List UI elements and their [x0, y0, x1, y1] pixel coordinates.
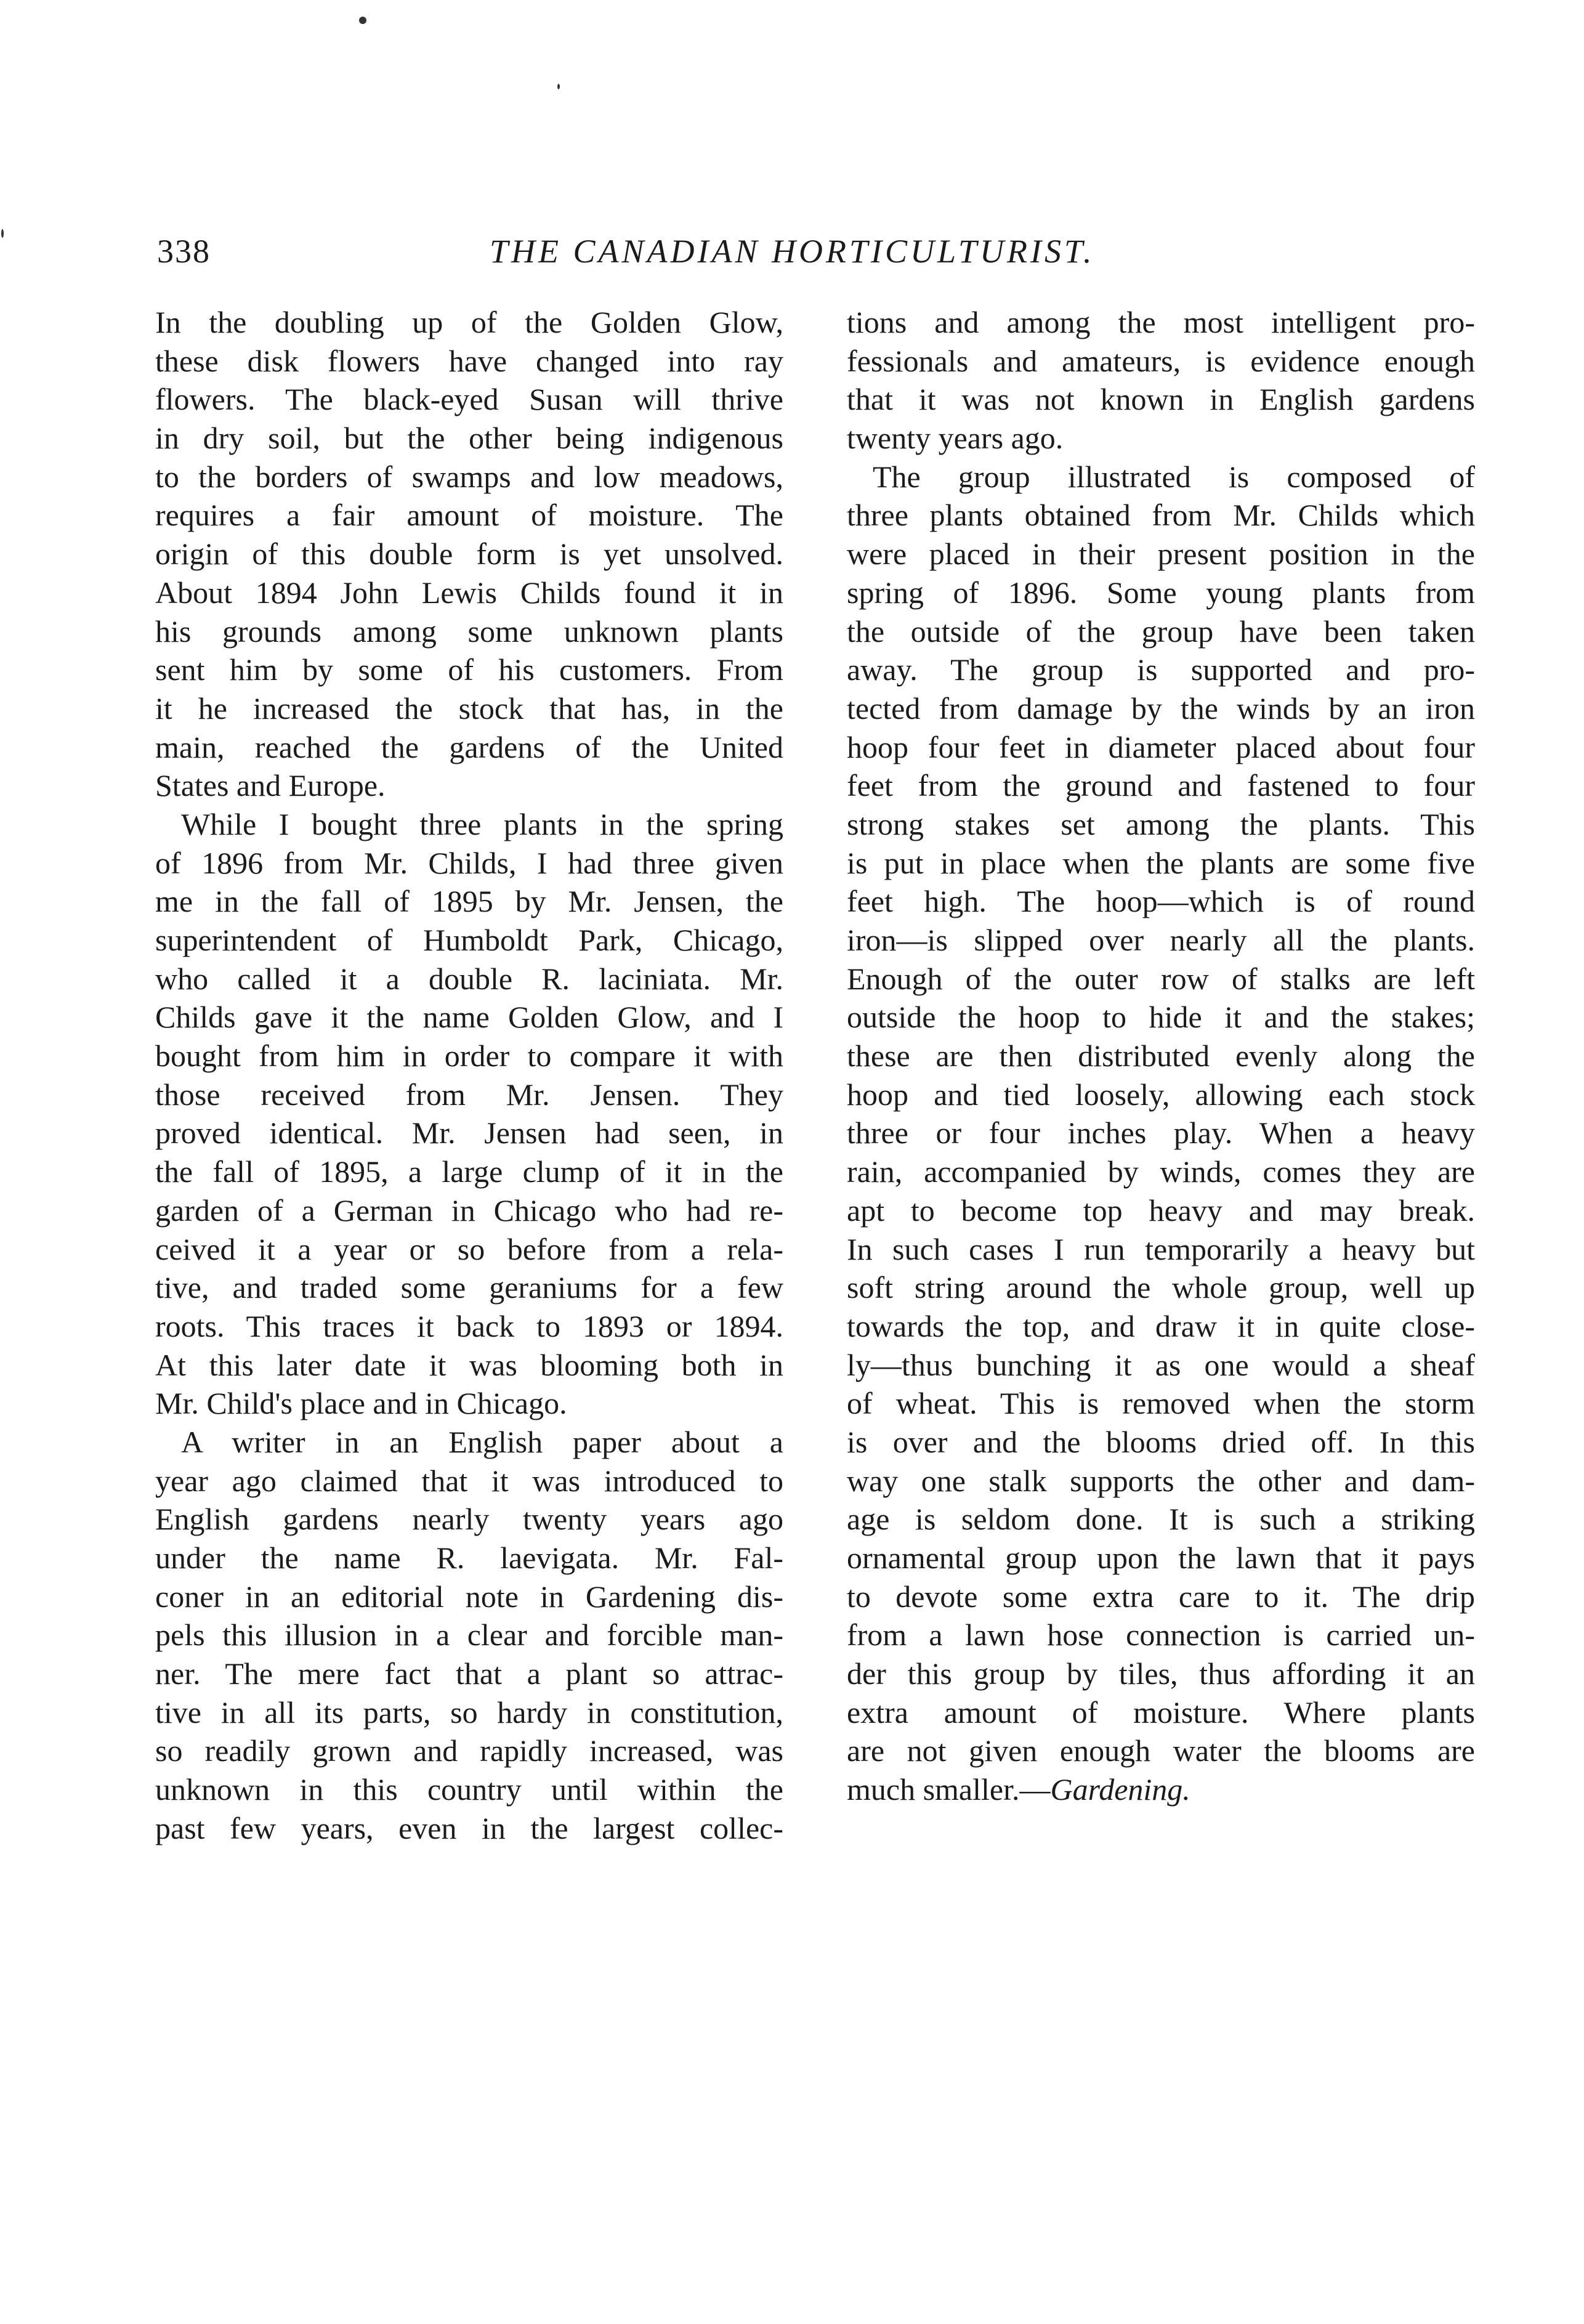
text-line: English gardens nearly twenty years ago [155, 1502, 783, 1537]
text-line: so readily grown and rapidly increased, was [155, 1733, 783, 1768]
text-line: twenty years ago. [847, 421, 1064, 456]
text-line: his grounds among some unknown plants [155, 613, 783, 649]
page-header [157, 227, 1493, 276]
text-line: the fall of 1895, a large clump of it in the [155, 1154, 783, 1189]
text-line: these are then distributed evenly along the [847, 1039, 1475, 1074]
text-line: superintendent of Humboldt Park, Chicago, [155, 923, 783, 957]
final-line [847, 1770, 1475, 1809]
text-line: main, reached the gardens of the United [155, 729, 783, 764]
text-line: fessionals and amateurs, is evidence enough [847, 343, 1475, 378]
left-column [155, 303, 783, 1848]
text-line: pels this illusion in a clear and forcible man- [155, 1617, 783, 1653]
text-line: who called it a double R. laciniata. Mr. [155, 961, 783, 996]
text-line: in dry soil, but the other being indigenous [155, 421, 783, 456]
text-line: outside the hoop to hide it and the stakes; [847, 1000, 1475, 1035]
text-line: under the name R. laevigata. Mr. Fal- [155, 1541, 783, 1575]
text-line: unknown in this country until within the [155, 1772, 783, 1807]
text-line: way one stalk supports the other and dam- [847, 1463, 1475, 1498]
text-line: coner in an editorial note in Gardening dis- [155, 1579, 783, 1614]
text-line: ner. The mere fact that a plant so attrac- [155, 1656, 783, 1691]
text-line: bought from him in order to compare it with [155, 1039, 783, 1074]
text-line: of wheat. This is removed when the storm [847, 1386, 1475, 1421]
text-line: A writer in an English paper about a [181, 1424, 783, 1459]
text-line: to devote some extra care to it. The drip [847, 1579, 1475, 1614]
text-line: soft string around the whole group, well up [847, 1270, 1475, 1305]
text-line: tive in all its parts, so hardy in constitution, [155, 1694, 783, 1730]
text-line: the outside of the group have been taken [847, 613, 1475, 649]
text-line: those received from Mr. Jensen. They [155, 1077, 783, 1112]
text-line: The group illustrated is composed of [873, 459, 1475, 494]
text-line: from a lawn hose connection is carried un- [847, 1617, 1475, 1653]
text-line: About 1894 John Lewis Childs found it in [155, 575, 783, 610]
journal-title: THE CANADIAN HORTICULTURIST. [490, 233, 1095, 270]
text-line: Enough of the outer row of stalks are left [847, 961, 1475, 996]
text-line: At this later date it was blooming both in [155, 1347, 783, 1382]
text-line: sent him by some of his customers. From [155, 652, 783, 687]
text-line: past few years, even in the largest collec- [155, 1810, 783, 1845]
text-line: it he increased the stock that has, in the [155, 690, 783, 726]
text-line: of 1896 from Mr. Childs, I had three given [155, 845, 783, 880]
right-column [847, 303, 1475, 1809]
text-line: is put in place when the plants are some five [847, 845, 1475, 880]
text-line: requires a fair amount of moisture. The [155, 498, 783, 533]
text-line: In such cases I run temporarily a heavy but [847, 1231, 1475, 1266]
text-line: spring of 1896. Some young plants from [847, 575, 1475, 610]
ink-speck [1, 229, 4, 238]
text-line: ly—thus bunching it as one would a sheaf [847, 1347, 1475, 1382]
text-line: ceived it a year or so before from a rela- [155, 1231, 783, 1266]
text-line: away. The group is supported and pro- [847, 652, 1475, 687]
text-line: States and Europe. [155, 768, 386, 803]
text-line: proved identical. Mr. Jensen had seen, in [155, 1115, 783, 1151]
text-line: three plants obtained from Mr. Childs which [847, 498, 1475, 533]
text-line: iron—is slipped over nearly all the plants. [847, 923, 1475, 957]
text-line: origin of this double form is yet unsolved. [155, 536, 783, 572]
text-line: tions and among the most intelligent pro- [847, 305, 1475, 339]
text-line: ornamental group upon the lawn that it pays [847, 1541, 1475, 1575]
text-line: tive, and traded some geraniums for a few [155, 1270, 783, 1305]
page-number: 338 [157, 233, 211, 270]
ink-speck [359, 17, 366, 24]
text-line: year ago claimed that it was introduced to [155, 1463, 783, 1498]
text-line: hoop four feet in diameter placed about four [847, 729, 1475, 764]
text-line: roots. This traces it back to 1893 or 1894. [155, 1308, 783, 1343]
text-line: feet high. The hoop—which is of round [847, 884, 1475, 919]
text-line: rain, accompanied by winds, comes they are [847, 1154, 1475, 1189]
text-line: Childs gave it the name Golden Glow, and I [155, 1000, 783, 1035]
text-line: much smaller.— [847, 1772, 1051, 1807]
text-line: are not given enough water the blooms are [847, 1733, 1475, 1768]
text-line: me in the fall of 1895 by Mr. Jensen, the [155, 884, 783, 919]
text-line: towards the top, and draw it in quite close- [847, 1308, 1475, 1343]
text-line: Mr. Child's place and in Chicago. [155, 1386, 567, 1421]
text-line: three or four inches play. When a heavy [847, 1115, 1475, 1151]
text-line: to the borders of swamps and low meadows, [155, 459, 783, 494]
text-line: extra amount of moisture. Where plants [847, 1694, 1475, 1730]
text-line: strong stakes set among the plants. This [847, 806, 1475, 841]
text-line: feet from the ground and fastened to four [847, 768, 1475, 803]
text-line: garden of a German in Chicago who had re- [155, 1192, 783, 1228]
text-line: were placed in their present position in the [847, 536, 1475, 572]
text-line: these disk flowers have changed into ray [155, 343, 783, 378]
text-line: While I bought three plants in the spring [181, 806, 783, 841]
text-line: tected from damage by the winds by an iron [847, 690, 1475, 726]
text-line: is over and the blooms dried off. In this [847, 1424, 1475, 1459]
text-line: flowers. The black-eyed Susan will thrive [155, 382, 783, 417]
text-line: hoop and tied loosely, allowing each stock [847, 1077, 1475, 1112]
source-signoff: Gardening. [1050, 1772, 1190, 1807]
text-line: that it was not known in English gardens [847, 382, 1475, 417]
text-line: der this group by tiles, thus affording it an [847, 1656, 1475, 1691]
ink-speck [557, 84, 560, 89]
text-line: age is seldom done. It is such a striking [847, 1502, 1475, 1537]
text-line: In the doubling up of the Golden Glow, [155, 305, 783, 339]
text-line: apt to become top heavy and may break. [847, 1192, 1475, 1228]
